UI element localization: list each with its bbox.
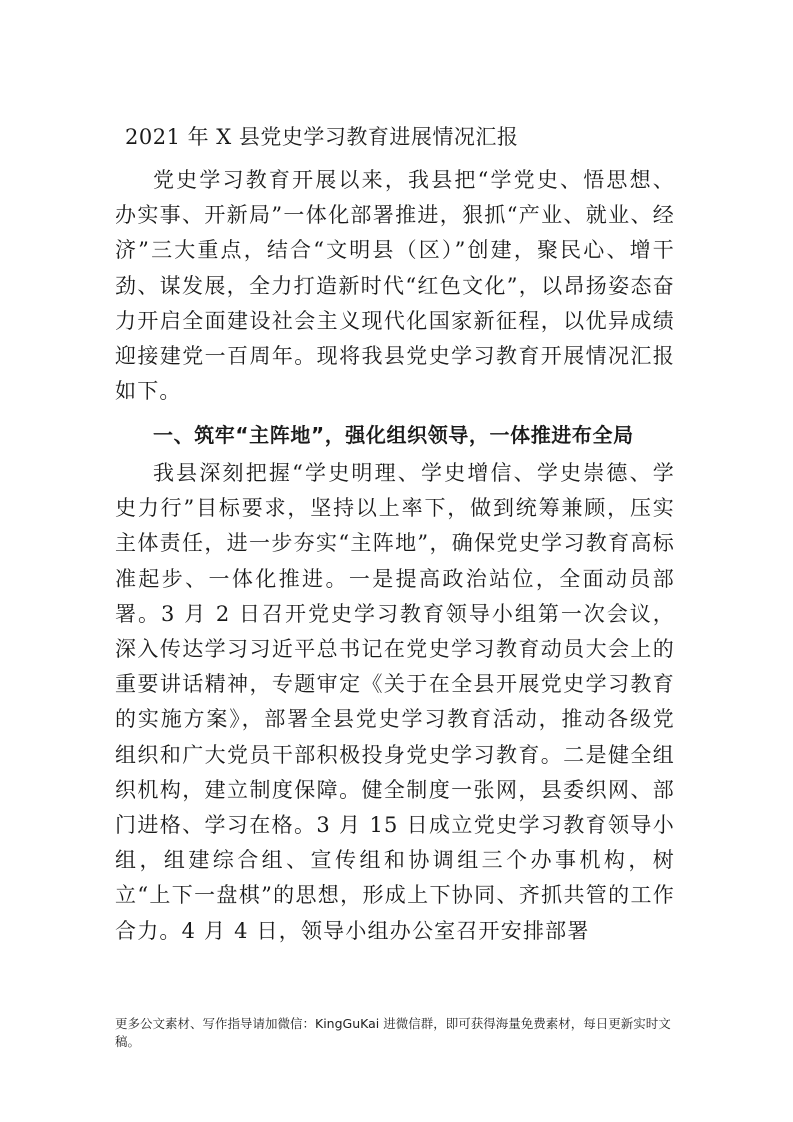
document-title: 2021 年 X 县党史学习教育进展情况汇报 <box>125 125 519 149</box>
section-paragraph: 我县深刻把握“学史明理、学史增信、学史崇德、学史力行”目标要求，坚持以上率下，做到统筹兼顾，压实主体责任，进一步夯实“主阵地”，确保党史学习教育高标准起步、一体化推进。一是提高政治站位，全面动员部署。3 月 2 日召开党史学习教育领导小组第一次会议，深入传达学习习近平总书记在党史学习教育动员大会上的重要讲话精神，专题审定《关于在全县开展党史学习教育的实施方案》，部署全县党史学习教育活动，推动各级党组织和广大党员干部积极投身党史学习教育。二是健全组织机构，建立制度保障。健全制度一张网，县委织网、部门进格、学习在格。3 月 15 日成立党史学习教育领导小组，组建综合组、宣传组和协调组三个办事机构，树立“上下一盘棋”的思想，形成上下协同、齐抓共管的工作合力。4 月 4 日，领导小组办公室召开安排部署 <box>115 461 675 943</box>
intro-paragraph: 党史学习教育开展以来，我县把“学党史、悟思想、办实事、开新局”一体化部署推进，狠抓“产业、就业、经济”三大重点，结合“文明县（区）”创建，聚民心、增干劲、谋发展，全力打造新时代“红色文化”，以昂扬姿态奋力开启全面建设社会主义现代化国家新征程，以优异成绩迎接建党一百周年。现将我县党史学习教育开展情况汇报如下。 <box>115 168 675 404</box>
section-heading: 一、筑牢“主阵地”，强化组织领导，一体推进布全局 <box>153 423 634 447</box>
footer-note: 更多公文素材、写作指导请加微信：KingGuKai 进微信群，即可获得海量免费素材，每日更新实时文稿。 <box>115 1016 671 1049</box>
